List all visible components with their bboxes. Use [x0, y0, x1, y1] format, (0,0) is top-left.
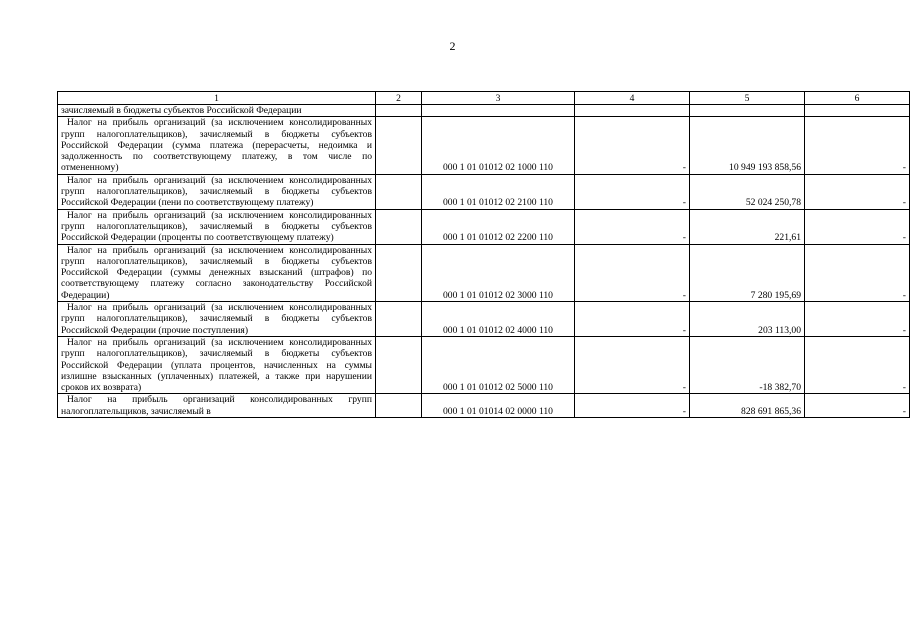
col6-cell: -	[805, 244, 910, 301]
col2-cell	[376, 394, 422, 418]
col6-cell: -	[805, 302, 910, 337]
table-row	[58, 117, 910, 174]
description-cell	[58, 336, 376, 393]
table-row	[58, 394, 910, 418]
column-header: 6	[805, 92, 910, 105]
budget-code-cell: 000 1 01 01012 02 4000 110	[422, 302, 575, 337]
col6-cell: -	[805, 209, 910, 244]
col4-cell	[575, 105, 690, 117]
col2-cell	[376, 117, 422, 174]
description-text: Налог на прибыль организаций (за исключением консолидированных групп налогоплательщиков), зачисляемый в бюджеты субъектов Российской Федерации (проценты по соответствующему платежу)	[61, 209, 372, 244]
description-cell	[58, 302, 376, 337]
table-row	[58, 244, 910, 301]
description-text: Налог на прибыль организаций (за исключением консолидированных групп налогоплательщиков), зачисляемый в бюджеты субъектов Российской Федерации (сумма платежа (перерасчеты, недоимка и задолженность по соответствующему платежу, в том числе по отмененному)	[61, 117, 372, 174]
table-row	[58, 174, 910, 209]
col2-cell	[376, 209, 422, 244]
col6-cell	[805, 105, 910, 117]
column-header: 4	[575, 92, 690, 105]
budget-code-cell: 000 1 01 01012 02 5000 110	[422, 336, 575, 393]
amount-cell	[690, 105, 805, 117]
budget-code-cell: 000 1 01 01014 02 0000 110	[422, 394, 575, 418]
amount-cell: 203 113,00	[690, 302, 805, 337]
budget-code-cell: 000 1 01 01012 02 1000 110	[422, 117, 575, 174]
description-text: зачисляемый в бюджеты субъектов Российской Федерации	[61, 105, 302, 116]
table-row	[58, 336, 910, 393]
description-cell	[58, 174, 376, 209]
revenue-table	[57, 91, 910, 418]
col6-cell: -	[805, 117, 910, 174]
col2-cell	[376, 174, 422, 209]
col4-cell: -	[575, 302, 690, 337]
col6-cell: -	[805, 394, 910, 418]
description-text: Налог на прибыль организаций (за исключением консолидированных групп налогоплательщиков), зачисляемый в бюджеты субъектов Российской Федерации (пени по соответствующему платежу)	[61, 174, 372, 209]
amount-cell: -18 382,70	[690, 336, 805, 393]
column-header: 2	[376, 92, 422, 105]
amount-cell: 828 691 865,36	[690, 394, 805, 418]
column-header: 3	[422, 92, 575, 105]
amount-cell: 221,61	[690, 209, 805, 244]
table-row	[58, 105, 910, 117]
budget-code-cell	[422, 105, 575, 117]
description-cell	[58, 105, 376, 117]
budget-code-cell: 000 1 01 01012 02 3000 110	[422, 244, 575, 301]
col4-cell: -	[575, 336, 690, 393]
column-header: 1	[58, 92, 376, 105]
amount-cell: 7 280 195,69	[690, 244, 805, 301]
col2-cell	[376, 244, 422, 301]
col2-cell	[376, 302, 422, 337]
col4-cell: -	[575, 244, 690, 301]
description-cell	[58, 244, 376, 301]
description-cell	[58, 394, 376, 418]
budget-code-cell: 000 1 01 01012 02 2100 110	[422, 174, 575, 209]
budget-code-cell: 000 1 01 01012 02 2200 110	[422, 209, 575, 244]
description-text: Налог на прибыль организаций консолидированных групп налогоплательщиков, зачисляемый в	[61, 394, 372, 417]
amount-cell: 10 949 193 858,56	[690, 117, 805, 174]
description-text: Налог на прибыль организаций (за исключением консолидированных групп налогоплательщиков), зачисляемый в бюджеты субъектов Российской Федерации (уплата процентов, начисленных на суммы излишне взысканных (уплаченных) платежей, а также при нарушении сроков их возврата)	[61, 336, 372, 394]
col4-cell: -	[575, 394, 690, 418]
description-cell	[58, 209, 376, 244]
page-number: 2	[449, 39, 456, 53]
col4-cell: -	[575, 174, 690, 209]
description-text: Налог на прибыль организаций (за исключением консолидированных групп налогоплательщиков), зачисляемый в бюджеты субъектов Российской Федерации (прочие поступления)	[61, 302, 372, 336]
col6-cell: -	[805, 336, 910, 393]
col6-cell: -	[805, 174, 910, 209]
description-text: Налог на прибыль организаций (за исключением консолидированных групп налогоплательщиков), зачисляемый в бюджеты субъектов Российской Федерации (суммы денежных взысканий (штрафов) по соответствующему платежу согласно законодательству Российской Федерации)	[61, 244, 372, 301]
amount-cell: 52 024 250,78	[690, 174, 805, 209]
column-header: 5	[690, 92, 805, 105]
col4-cell: -	[575, 117, 690, 174]
description-cell	[58, 117, 376, 174]
table-row	[58, 209, 910, 244]
header-row	[58, 92, 910, 105]
col2-cell	[376, 336, 422, 393]
table-row	[58, 302, 910, 337]
table-body	[58, 105, 910, 418]
col2-cell	[376, 105, 422, 117]
col4-cell: -	[575, 209, 690, 244]
